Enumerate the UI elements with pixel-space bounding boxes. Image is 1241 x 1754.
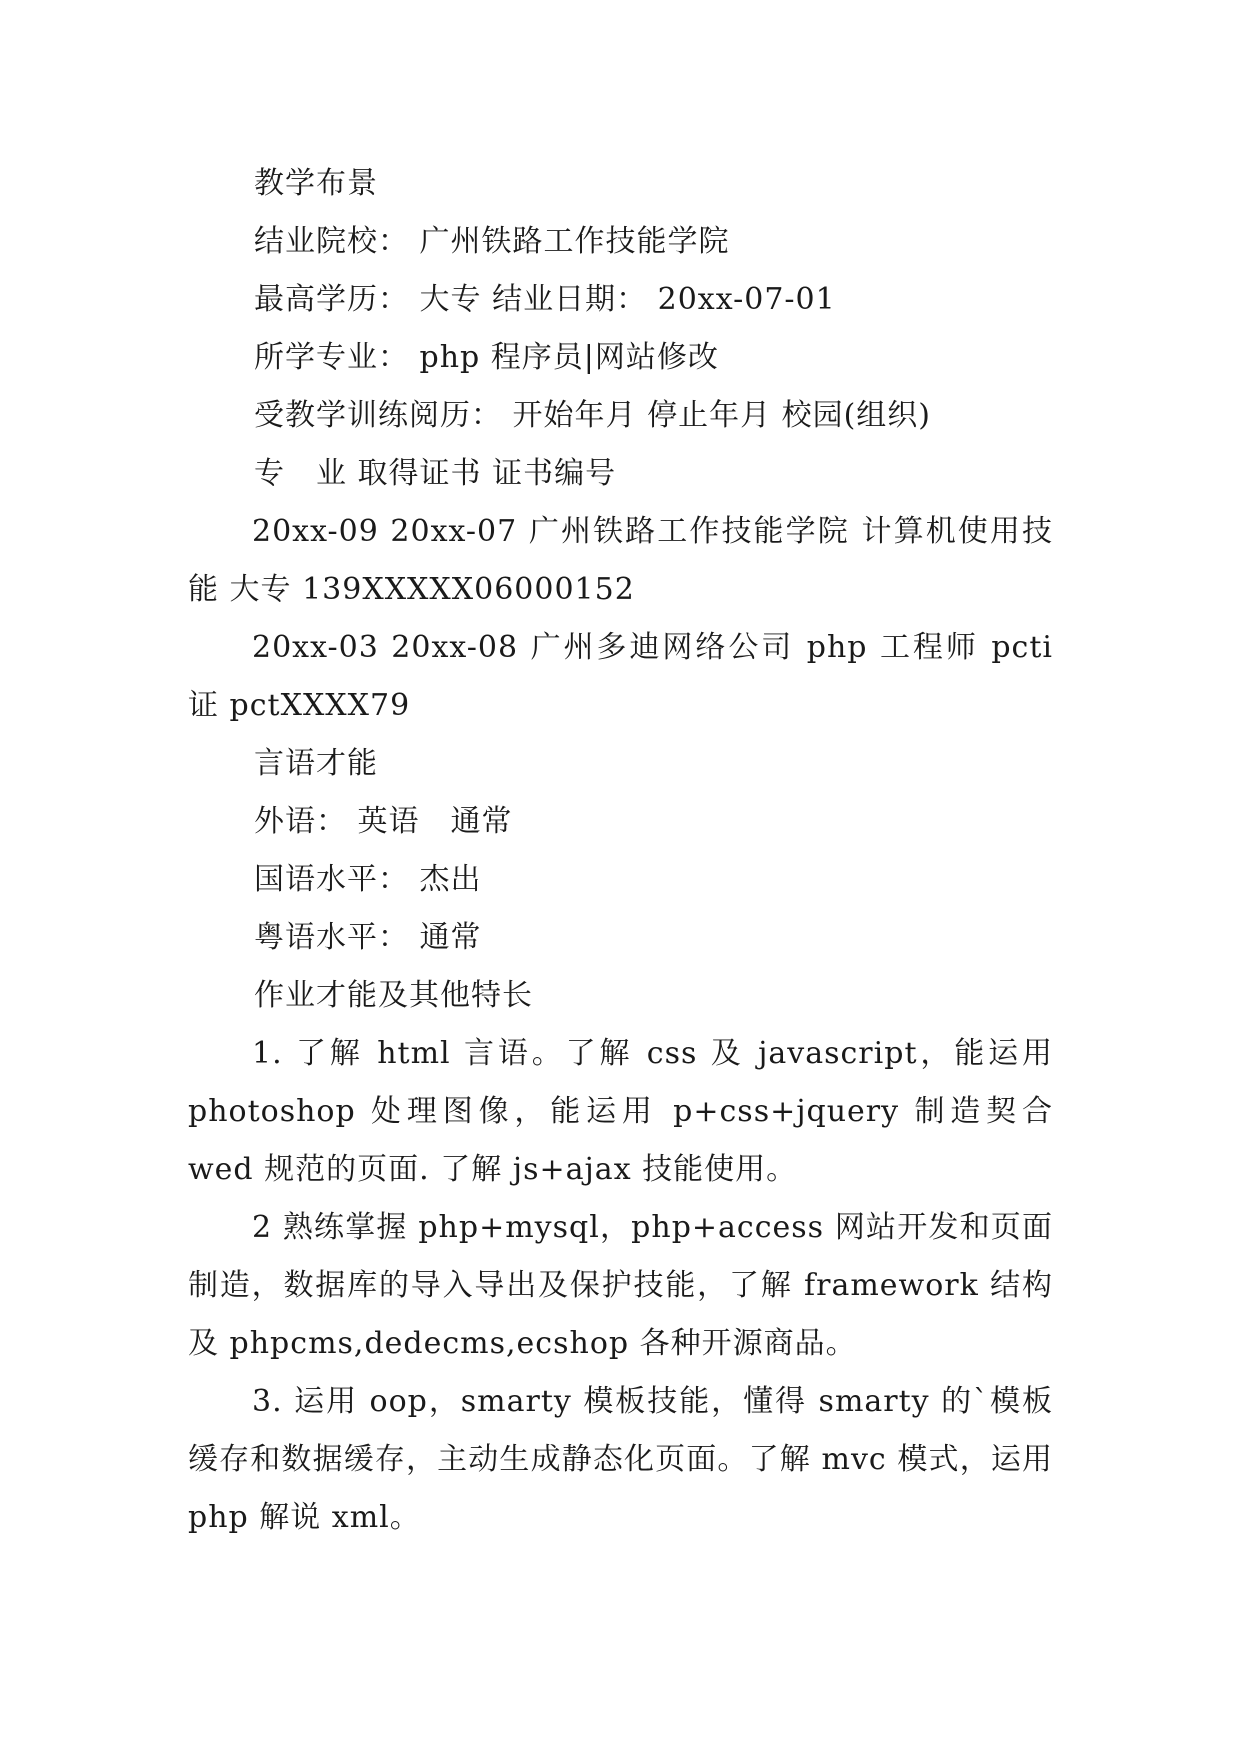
major-line: 所学专业： php 程序员|网站修改: [254, 340, 719, 375]
graduated-school-line: 结业院校： 广州铁路工作技能学院: [254, 224, 730, 259]
training-record: 20xx-03 20xx-08 广州多迪网络公司 php 工程师 pcti 证 pctXXXX79: [188, 630, 1053, 723]
skill-paragraph: 3. 运用 oop，smarty 模板技能，懂得 smarty 的`模板缓存和数据缓存，主动生成静态化页面。了解 mvc 模式，运用 php 解说 xml。: [188, 1384, 1053, 1535]
skill-paragraph: 1. 了解 html 言语。了解 css 及 javascript，能运用 photoshop 处理图像，能运用 p+css+jquery 制造契合 wed 规范的页面. 了解 js+ajax 技能使用。: [188, 1036, 1053, 1187]
document-body: [188, 155, 1053, 1547]
foreign-language-line: 外语： 英语 通常: [254, 804, 513, 839]
section-heading-skills: 作业才能及其他特长: [254, 978, 533, 1013]
training-columns-line: 专 业 取得证书 证书编号: [254, 456, 617, 491]
training-header-line: 受教学训练阅历： 开始年月 停止年月 校园(组织): [254, 398, 932, 433]
cantonese-level-line: 粤语水平： 通常: [254, 920, 482, 955]
section-heading-language: 言语才能: [254, 746, 378, 781]
mandarin-level-line: 国语水平： 杰出: [254, 862, 482, 897]
skill-paragraph: 2 熟练掌握 php+mysql，php+access 网站开发和页面制造，数据库的导入导出及保护技能，了解 framework 结构及 phpcms,dedecms,ecshop 各种开源商品。: [188, 1210, 1053, 1361]
section-heading-education: 教学布景: [254, 166, 378, 201]
highest-degree-line: 最高学历： 大专 结业日期： 20xx-07-01: [254, 282, 836, 317]
training-record: 20xx-09 20xx-07 广州铁路工作技能学院 计算机使用技能 大专 139XXXXX06000152: [188, 514, 1053, 607]
